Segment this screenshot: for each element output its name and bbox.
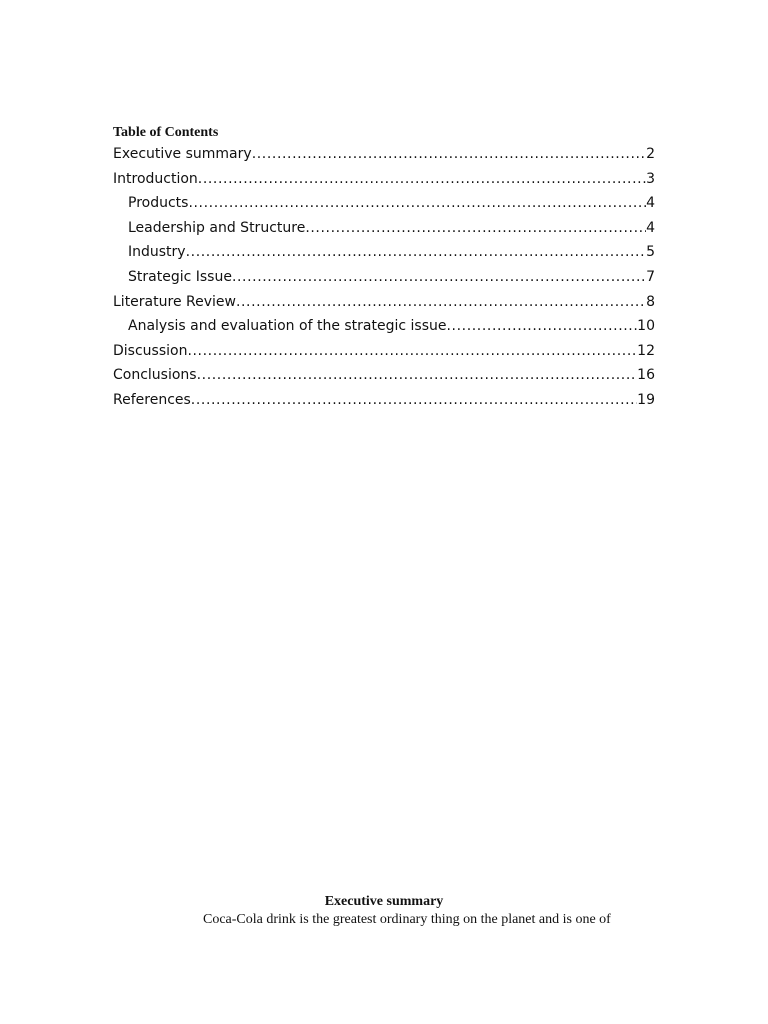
toc-leader-dots <box>197 363 638 388</box>
toc-leader-dots <box>187 339 637 364</box>
table-of-contents <box>113 142 655 413</box>
toc-entry-page: 3 <box>646 170 655 187</box>
toc-entry-page: 4 <box>646 195 655 212</box>
body-paragraph: Coca-Cola drink is the greatest ordinary thing on the planet and is one of <box>203 912 611 927</box>
toc-entry-label: Introduction <box>113 170 198 187</box>
toc-entry-literature-review[interactable] <box>113 290 655 315</box>
toc-entry-introduction[interactable] <box>113 167 655 192</box>
toc-entry-discussion[interactable] <box>113 339 655 364</box>
toc-entry-label: Literature Review <box>113 293 236 310</box>
toc-entry-executive-summary[interactable] <box>113 142 655 167</box>
toc-entry-label: Products <box>128 195 189 212</box>
toc-leader-dots <box>232 265 646 290</box>
toc-title: Table of Contents <box>113 125 219 140</box>
toc-entry-label: Industry <box>128 244 186 261</box>
toc-entry-label: References <box>113 391 191 408</box>
toc-entry-label: Executive summary <box>113 146 252 162</box>
toc-entry-page: 12 <box>637 342 655 359</box>
toc-entry-references[interactable] <box>113 388 655 413</box>
toc-entry-page: 2 <box>646 146 655 162</box>
toc-entry-strategic-issue[interactable] <box>113 265 655 290</box>
toc-entry-page: 10 <box>637 318 655 335</box>
toc-leader-dots <box>447 314 638 339</box>
toc-leader-dots <box>305 216 646 241</box>
toc-entry-conclusions[interactable] <box>113 363 655 388</box>
toc-entry-label: Conclusions <box>113 367 197 384</box>
toc-entry-page: 5 <box>646 244 655 261</box>
toc-leader-dots <box>186 240 646 265</box>
toc-entry-label: Leadership and Structure <box>128 219 306 236</box>
toc-entry-page: 7 <box>646 268 655 285</box>
toc-leader-dots <box>236 290 646 315</box>
toc-entry-page: 16 <box>637 367 655 384</box>
toc-entry-label: Analysis and evaluation of the strategic issue <box>128 318 447 335</box>
toc-entry-label: Strategic Issue <box>128 268 232 285</box>
toc-leader-dots <box>252 142 646 167</box>
toc-entry-page: 8 <box>646 293 655 310</box>
section-heading-executive-summary: Executive summary <box>324 894 444 909</box>
toc-leader-dots <box>188 191 646 216</box>
toc-leader-dots <box>198 167 646 192</box>
toc-entry-label: Discussion <box>113 342 188 359</box>
toc-entry-leadership-and-structure[interactable] <box>113 216 655 241</box>
toc-entry-products[interactable] <box>113 191 655 216</box>
toc-entry-page: 4 <box>646 219 655 236</box>
toc-entry-industry[interactable] <box>113 240 655 265</box>
toc-entry-page: 19 <box>637 391 655 408</box>
toc-entry-analysis-and-evaluation[interactable] <box>113 314 655 339</box>
toc-leader-dots <box>191 388 637 413</box>
